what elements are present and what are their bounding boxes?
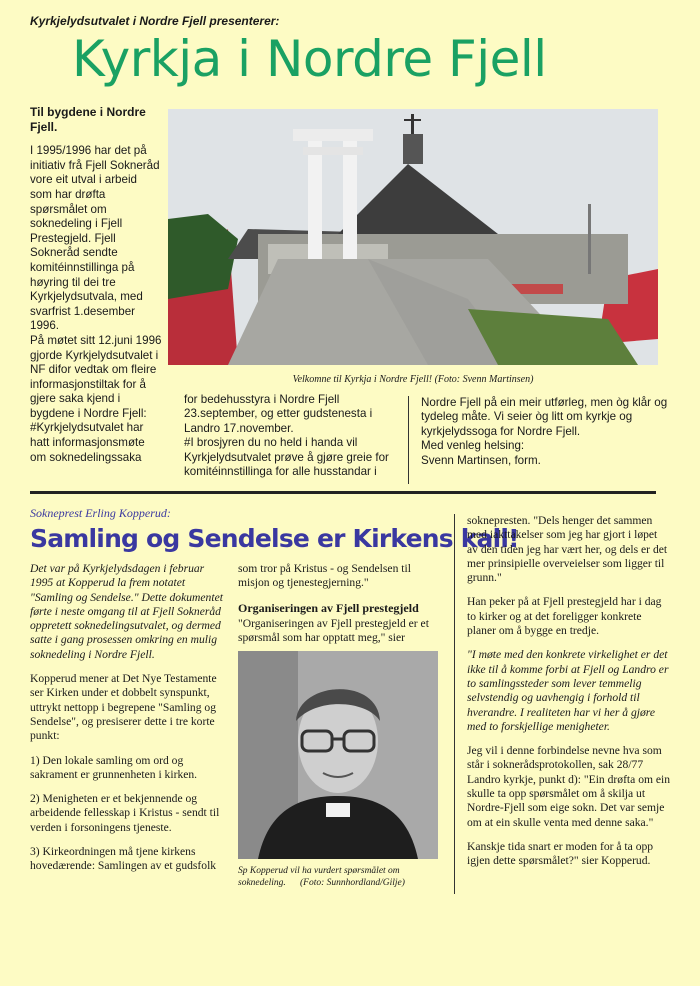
intro-paragraph: #I brosjyren du no held i handa vil Kyrkjelydsutvalet prøve å gjøre greie for komitéinnstillinga for alle husstandar i bbox=[184, 436, 389, 479]
intro-column-1 bbox=[30, 105, 162, 465]
article-paragraph: soknepresten. "Dels henger det sammen med iakttakelser som jeg har gjort i løpet av den tiden jeg har vært her, og dels er det mer prinsipielle overveielser som ligger til grunn." bbox=[467, 514, 668, 585]
article-headline: Samling og Sendelse er Kirkens kall! bbox=[30, 524, 519, 553]
portrait-caption-line: Sp Kopperud vil ha vurdert spørsmålet om bbox=[238, 866, 400, 876]
presenter-line: Kyrkjelydsutvalet i Nordre Fjell presenterer: bbox=[30, 14, 280, 28]
article-paragraph: "Organiseringen av Fjell prestegjeld er et spørsmål som har opptatt meg," sier bbox=[238, 616, 429, 645]
article-paragraph: 2) Menigheten er et bekjennende og arbeidende fellesskap i Kristus - sendt til verden i forsoningens tjeneste. bbox=[30, 792, 220, 834]
article-column-3 bbox=[454, 514, 671, 894]
intro-paragraph: I 1995/1996 har det på initiativ frå Fjell Sokneråd vore eit utval i arbeid som har drøfta spørsmålet om soknedeling i Fjell Prestegjeld. Fjell Sokneråd sendte komitéinnstillinga på høyring til dei tre Kyrkjelydsutvala, med svarfrist 1.desember 1996. bbox=[30, 144, 160, 333]
article-paragraph: Jeg vil i denne forbindelse nevne hva som står i soknerådsprotokollen, sak 28/77 Landro kyrkje, punkt d): "Ein drøfta om ein skulle ta opp spørsmålet om å skilja ut Nordre-Fjell som eige sokn. Det var semje om at ein skulle venta med denne saka." bbox=[467, 744, 671, 829]
article-paragraph: 3) Kirkeordningen må tjene kirkens hovedærende: Samlingen av et gudsfolk bbox=[30, 845, 217, 873]
intro-paragraph: for bedehusstyra i Nordre Fjell 23.september, og etter gudstenesta i Landro 17.november. bbox=[184, 393, 373, 435]
portrait-photo bbox=[238, 651, 438, 859]
church-photo bbox=[168, 109, 658, 365]
page-title: Kyrkja i Nordre Fjell bbox=[72, 30, 547, 88]
portrait-caption-text: soknedeling. bbox=[238, 878, 286, 888]
church-photo-illustration bbox=[168, 109, 658, 365]
article-lead: Det var på Kyrkjelydsdagen i februar 1995 at Kopperud la frem notatet "Samling og Sendelse." Dette dokumentet førte i neste omgang til at Fjell Sokneråd oppretett soknedelingsutvalet, og dermed satte i gang prosessen omkring en mulig soknedeling i Nordre Fjell. bbox=[30, 562, 223, 661]
portrait-illustration bbox=[238, 651, 438, 859]
greeting: Med venleg helsing: bbox=[421, 439, 525, 453]
article-paragraph: Kopperud mener at Det Nye Testamente ser Kirken under et dobbelt synspunkt, uttrykt nettopp i begrepene "Samling og Sendelse", og presiserer dette i tre korte punkt: bbox=[30, 672, 217, 743]
intro-column-3 bbox=[408, 396, 671, 484]
intro-paragraph: Nordre Fjell på ein meir utførleg, men òg klår og tydeleg måte. Vi seier òg litt om kyrkje og kyrkjelydssoga for Nordre Fjell. bbox=[421, 396, 668, 438]
intro-heading: Til bygdene i Nordre Fjell. bbox=[30, 105, 146, 134]
article-paragraph: som tror på Kristus - og Sendelsen til misjon og tjenestegjerning." bbox=[238, 562, 411, 590]
intro-column-2 bbox=[184, 393, 399, 479]
intro-paragraph: #Kyrkjelydsutvalet har hatt informasjonsmøte om soknedelingssaka bbox=[30, 421, 145, 464]
portrait-caption bbox=[238, 865, 443, 889]
article-kicker: Sokneprest Erling Kopperud: bbox=[30, 506, 171, 520]
intro-paragraph: På møtet sitt 12.juni 1996 gjorde Kyrkjelydsutvalet i NF difor vedtak om fleire informasjonstiltak for å gjere saka kjend i bygdene i Nordre Fjell: bbox=[30, 333, 162, 420]
portrait-caption-line bbox=[238, 877, 443, 889]
article-quote: "I møte med den konkrete virkelighet er det ikke til å komme forbi at Fjell og Landro er to samlingssteder som lever temmelig selvstendig og uavhengig i forhold til hverandre. I realiteten har vi her å gjøre med to forskjellige menigheter. bbox=[467, 648, 669, 733]
article-column-1 bbox=[30, 562, 228, 884]
portrait-caption-credit: (Foto: Sunnhordland/Gilje) bbox=[300, 878, 405, 888]
church-photo-caption: Velkomne til Kyrkja i Nordre Fjell! (Foto: Svenn Martinsen) bbox=[292, 374, 534, 385]
article-paragraph: Kanskje tida snart er moden for å ta opp igjen dette spørsmålet?" sier Kopperud. bbox=[467, 839, 654, 868]
article-subheading: Organiseringen av Fjell prestegjeld bbox=[238, 600, 419, 615]
article-paragraph: Han peker på at Fjell prestegjeld har i dag to kirker og at det foreligger konkrete planer om å bygge en tredje. bbox=[467, 595, 662, 638]
signature: Svenn Martinsen, form. bbox=[421, 453, 541, 467]
article-paragraph: 1) Den lokale samling om ord og sakrament er grunnenheten i kirken. bbox=[30, 753, 198, 781]
section-divider bbox=[30, 491, 656, 494]
article-column-2 bbox=[238, 562, 438, 655]
